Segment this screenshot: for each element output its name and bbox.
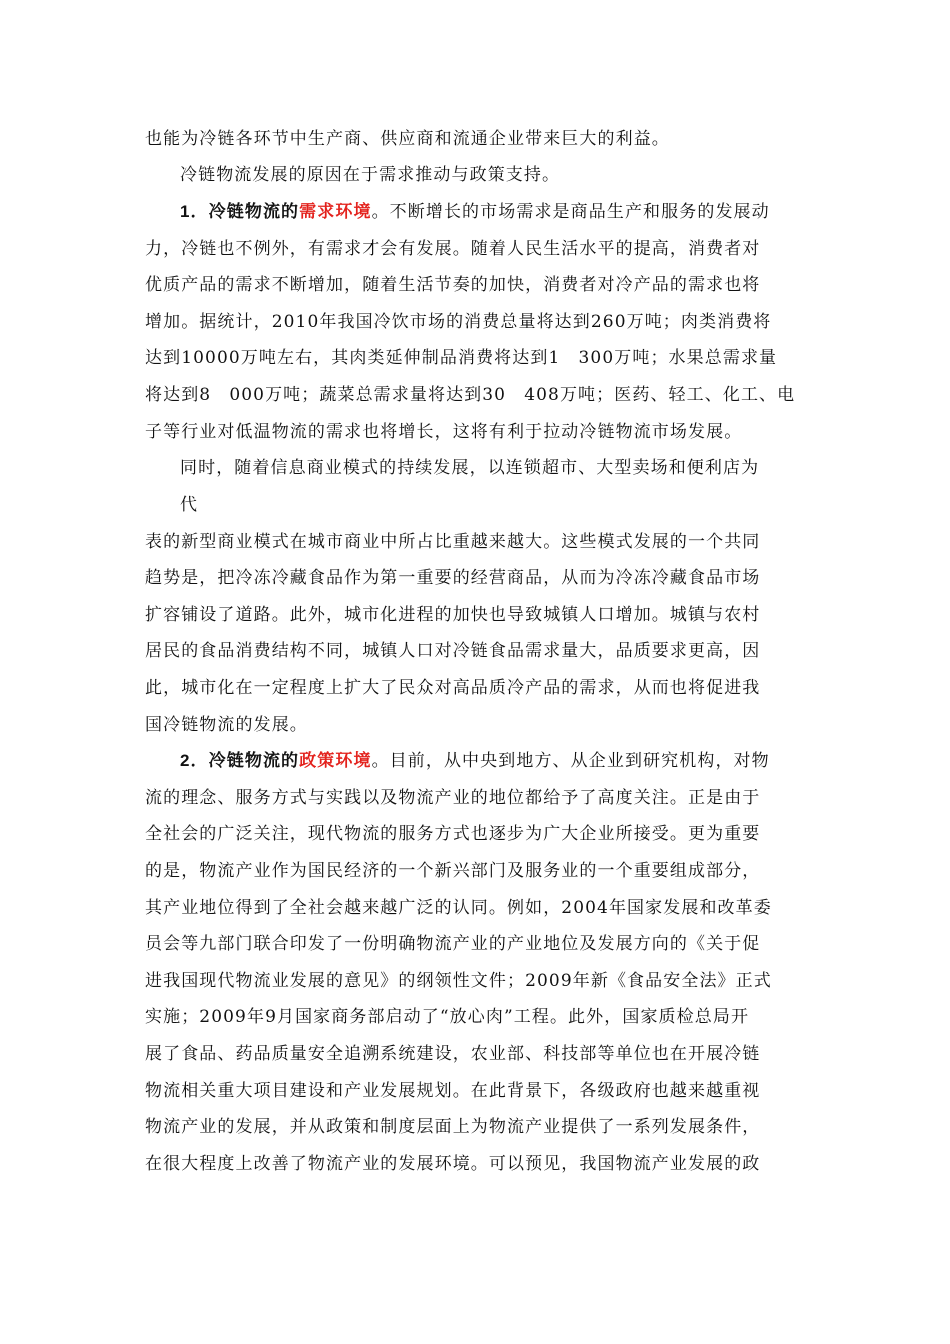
text-line: 同时，随着信息商业模式的持续发展，以连锁超市、大型卖场和便利店为 [180, 458, 760, 478]
text-line: 达到10000万吨左右，其肉类延伸制品消费将达到1 300万吨；水果总需求量 [145, 348, 778, 368]
text-line: 优质产品的需求不断增加，随着生活节奏的加快，消费者对冷产品的需求也将 [145, 275, 761, 295]
text-line: 物流产业的发展，并从政策和制度层面上为物流产业提供了一系列发展条件， [145, 1117, 761, 1137]
text-line: 国冷链物流的发展。 [145, 715, 308, 735]
heading-highlight: 政策环境 [299, 751, 372, 770]
text-line: 此，城市化在一定程度上扩大了民众对高品质冷产品的需求，从而也将促进我 [145, 678, 761, 698]
text-line: 进我国现代物流业发展的意见》的纲领性文件；2009年新《食品安全法》正式 [145, 971, 772, 991]
text-line: 展了食品、药品质量安全追溯系统建设，农业部、科技部等单位也在开展冷链 [145, 1044, 761, 1064]
text-line: 的是，物流产业作为国民经济的一个新兴部门及服务业的一个重要组成部分， [145, 861, 761, 881]
heading-suffix: 。目前，从中央到地方、从企业到研究机构，对物 [371, 751, 770, 771]
text-line: 将达到8 000万吨；蔬菜总需求量将达到30 408万吨；医药、轻工、化工、电 [145, 385, 796, 405]
text-line: 趋势是，把冷冻冷藏食品作为第一重要的经营商品，从而为冷冻冷藏食品市场 [145, 568, 761, 588]
heading-highlight: 需求环境 [299, 202, 372, 221]
text-line: 子等行业对低温物流的需求也将增长，这将有利于拉动冷链物流市场发展。 [145, 422, 743, 442]
text-line: 物流相关重大项目建设和产业发展规划。在此背景下，各级政府也越来越重视 [145, 1081, 761, 1101]
section-heading-demand [180, 201, 840, 223]
text-line: 实施；2009年9月国家商务部启动了“放心肉”工程。此外，国家质检总局开 [145, 1007, 750, 1027]
heading-suffix: 。不断增长的市场需求是商品生产和服务的发展动 [371, 202, 770, 222]
text-line: 在很大程度上改善了物流产业的发展环境。可以预见，我国物流产业发展的政 [145, 1154, 761, 1174]
section-heading-policy [180, 750, 840, 772]
text-line: 居民的食品消费结构不同，城镇人口对冷链食品需求量大，品质要求更高，因 [145, 641, 761, 661]
text-line: 员会等九部门联合印发了一份明确物流产业的产业地位及发展方向的《关于促 [145, 934, 761, 954]
text-line: 增加。据统计，2010年我国冷饮市场的消费总量将达到260万吨；肉类消费将 [145, 312, 772, 332]
text-line: 其产业地位得到了全社会越来越广泛的认同。例如，2004年国家发展和改革委 [145, 898, 772, 918]
text-line: 全社会的广泛关注，现代物流的服务方式也逐步为广大企业所接受。更为重要 [145, 824, 761, 844]
heading-prefix: 1．冷链物流的 [180, 202, 300, 221]
heading-prefix: 2．冷链物流的 [180, 751, 300, 770]
text-line: 力，冷链也不例外，有需求才会有发展。随着人民生活水平的提高，消费者对 [145, 239, 761, 259]
text-line: 扩容铺设了道路。此外，城市化进程的加快也导致城镇人口增加。城镇与农村 [145, 605, 761, 625]
text-line: 冷链物流发展的原因在于需求推动与政策支持。 [180, 165, 561, 185]
text-line: 表的新型商业模式在城市商业中所占比重越来越大。这些模式发展的一个共同 [145, 532, 761, 552]
text-line: 流的理念、服务方式与实践以及物流产业的地位都给予了高度关注。正是由于 [145, 788, 761, 808]
text-line: 也能为冷链各环节中生产商、供应商和流通企业带来巨大的利益。 [145, 129, 670, 149]
text-line: 代 [180, 495, 199, 515]
